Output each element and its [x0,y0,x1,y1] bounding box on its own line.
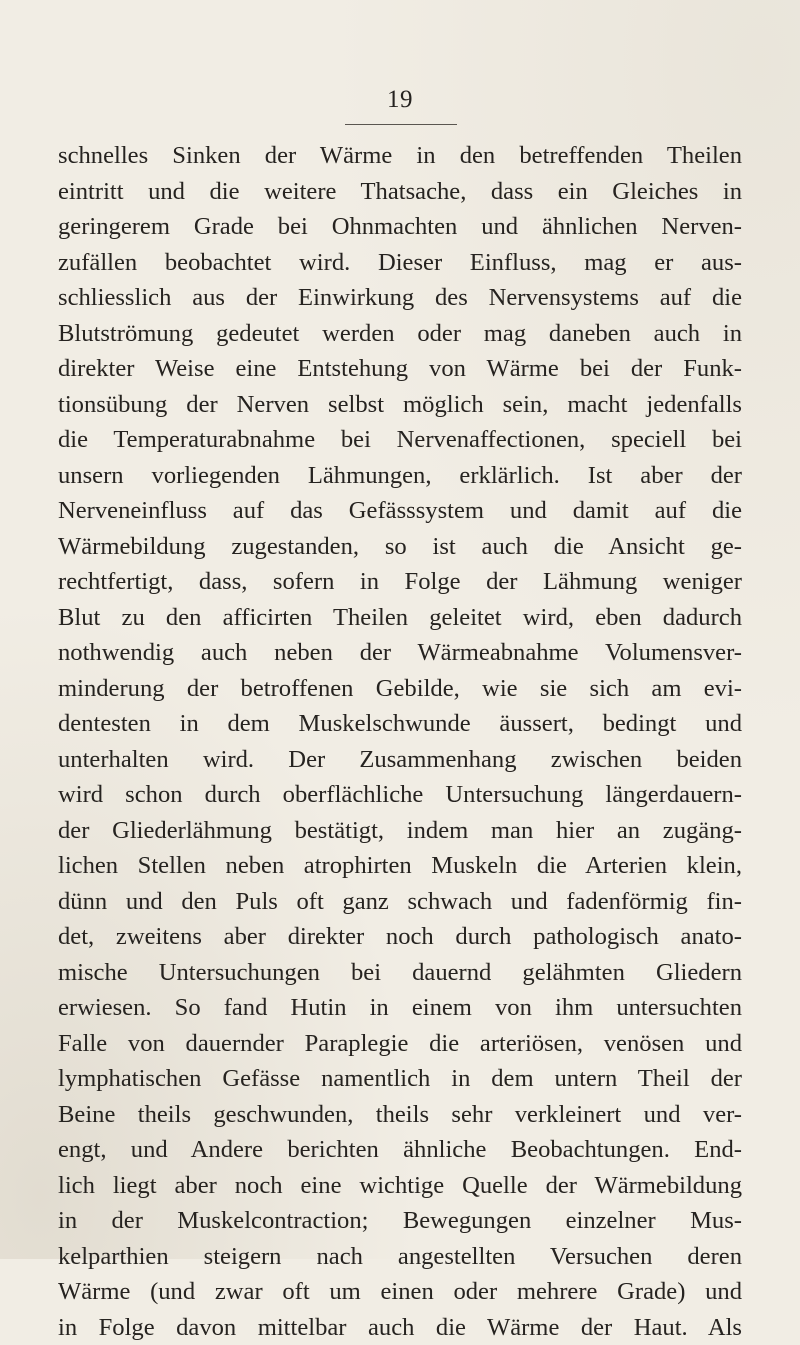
text-line: lich liegt aber noch eine wichtige Quelle der Wärmebildung [58,1168,742,1204]
text-line: lichen Stellen neben atrophirten Muskeln die Arterien klein, [58,848,742,884]
text-line: geringerem Grade bei Ohnmachten und ähnlichen Nerven- [58,209,742,245]
text-line: schnelles Sinken der Wärme in den betreffenden Theilen [58,138,742,174]
text-line: Wärmebildung zugestanden, so ist auch die Ansicht ge- [58,529,742,565]
text-line: tionsübung der Nerven selbst möglich sein, macht jedenfalls [58,387,742,423]
text-line: det, zweitens aber direkter noch durch pathologisch anato- [58,919,742,955]
text-line: eintritt und die weitere Thatsache, dass ein Gleiches in [58,174,742,210]
text-line: nothwendig auch neben der Wärmeabnahme Volumensver- [58,635,742,671]
text-line: Falle von dauernder Paraplegie die arteriösen, venösen und [58,1026,742,1062]
page-number: 19 [0,86,800,114]
text-line: mische Untersuchungen bei dauernd gelähmten Gliedern [58,955,742,991]
text-line: schliesslich aus der Einwirkung des Nervensystems auf die [58,280,742,316]
text-line: Nerveneinfluss auf das Gefässsystem und damit auf die [58,493,742,529]
text-line: dünn und den Puls oft ganz schwach und fadenförmig fin- [58,884,742,920]
header-rule [345,124,457,125]
text-line: Beine theils geschwunden, theils sehr verkleinert und ver- [58,1097,742,1133]
text-line: in der Muskelcontraction; Bewegungen einzelner Mus- [58,1203,742,1239]
body-text [58,138,742,1345]
text-line: rechtfertigt, dass, sofern in Folge der Lähmung weniger [58,564,742,600]
text-line: wird schon durch oberflächliche Untersuchung längerdauern- [58,777,742,813]
text-line: zufällen beobachtet wird. Dieser Einfluss, mag er aus- [58,245,742,281]
text-line: dentesten in dem Muskelschwunde äussert, bedingt und [58,706,742,742]
text-line: kelparthien steigern nach angestellten Versuchen deren [58,1239,742,1275]
text-line: in Folge davon mittelbar auch die Wärme der Haut. Als [58,1310,742,1345]
text-line: die Temperaturabnahme bei Nervenaffectionen, speciell bei [58,422,742,458]
text-line: engt, und Andere berichten ähnliche Beobachtungen. End- [58,1132,742,1168]
text-line: Blutströmung gedeutet werden oder mag daneben auch in [58,316,742,352]
text-line: Blut zu den afficirten Theilen geleitet wird, eben dadurch [58,600,742,636]
text-line: erwiesen. So fand Hutin in einem von ihm untersuchten [58,990,742,1026]
text-line: der Gliederlähmung bestätigt, indem man hier an zugäng- [58,813,742,849]
text-line: lymphatischen Gefässe namentlich in dem untern Theil der [58,1061,742,1097]
text-line: unterhalten wird. Der Zusammenhang zwischen beiden [58,742,742,778]
text-line: direkter Weise eine Entstehung von Wärme bei der Funk- [58,351,742,387]
text-line: unsern vorliegenden Lähmungen, erklärlich. Ist aber der [58,458,742,494]
text-line: minderung der betroffenen Gebilde, wie sie sich am evi- [58,671,742,707]
text-line: Wärme (und zwar oft um einen oder mehrere Grade) und [58,1274,742,1310]
